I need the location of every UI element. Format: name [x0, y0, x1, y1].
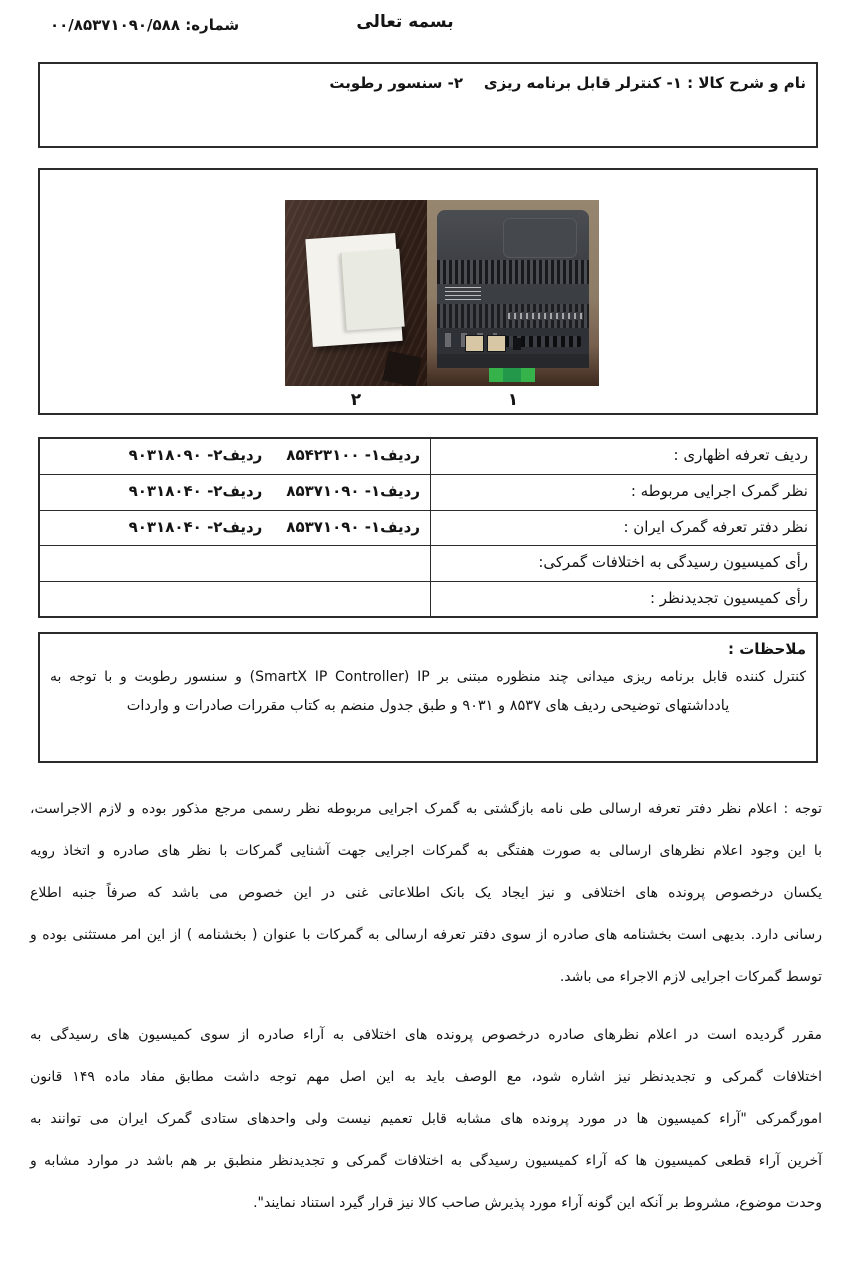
- value-item-2: ردیف۲- ۹۰۳۱۸۰۹۰: [128, 446, 263, 464]
- text-line: توجه : اعلام نظر دفتر تعرفه ارسالی طی نامه بازگشتی به گمرک اجرایی مربوطه نظر رسمی مرجع مذکور بوده و لازم الاجراست،: [30, 801, 822, 817]
- controller-device: [437, 210, 589, 368]
- table-row-executive-customs: [40, 474, 816, 509]
- table-row-declared-tariff: [40, 439, 816, 474]
- table-row-tariff-office: [40, 510, 816, 545]
- document-number: شماره: ۰۰/۸۵۳۷۱۰۹۰/۵۸۸: [50, 16, 240, 34]
- controller-base: [437, 354, 589, 368]
- table-row-dispute-commission: [40, 545, 816, 580]
- table-row-appeal-commission: [40, 581, 816, 616]
- value-item-2: ردیف۲- ۹۰۳۱۸۰۴۰: [128, 517, 263, 536]
- vent-slats-top: [437, 260, 589, 284]
- notes-title: ملاحظات :: [727, 640, 806, 658]
- ethernet-port-2: [487, 335, 506, 352]
- value-item-2: ردیف۲- ۹۰۳۱۸۰۴۰: [128, 482, 263, 501]
- product-images-box: [38, 168, 818, 415]
- row-value: [40, 582, 430, 616]
- tariff-table: [38, 437, 818, 618]
- commission-paragraph: [30, 1014, 822, 1224]
- notice-paragraph: [30, 788, 822, 998]
- row-label: نظر گمرک اجرایی مربوطه :: [430, 475, 816, 509]
- notes-line: کنترل کننده قابل برنامه ریزی میدانی چند منظوره مبتنی بر ⁦(SmartX IP Controller) IP⁩ و سنسور رطوبت و با توجه به: [50, 669, 806, 685]
- sensor-front-cover: [340, 249, 404, 331]
- figure-label-1: ۱: [507, 390, 519, 410]
- row-label: رأی کمیسیون رسیدگی به اختلافات گمرکی:: [430, 546, 816, 580]
- vent-grille: [507, 312, 583, 320]
- text-line: مقرر گردیده است در اعلام نظرهای صادره درخصوص پرونده های اختلافی به آراء صادره از سوی کمیسیون های رسیدگی به: [30, 1027, 822, 1043]
- goods-description-box: [38, 62, 818, 148]
- row-label: رأی کمیسیون تجدیدنظر :: [430, 582, 816, 616]
- goods-description-text: نام و شرح کالا : ۱- کنترلر قابل برنامه ریزی ۲- سنسور رطوبت: [329, 74, 806, 92]
- sensor-back-plate: [305, 233, 402, 347]
- text-line: وحدت موضوع، مشروط بر آنکه این گونه آراء مورد پذیرش صاحب کالا نیز قرار گیرد استناد نمایند".: [253, 1195, 822, 1211]
- row-label: نظر دفتر تعرفه گمرک ایران :: [430, 511, 816, 545]
- humidity-sensor-photo: [285, 200, 427, 386]
- text-line: یکسان درخصوص پرونده های اختلافی و نیز ایجاد یک بانک اطلاعاتی غنی در این خصوص می باشد که صرفاً جنبه اطلاع: [30, 885, 822, 901]
- notes-line: یادداشتهای توضیحی ردیف های ۸۵۳۷ و ۹۰۳۱ و طبق جدول منضم به کتاب مقررات صادرات و واردات: [126, 698, 730, 714]
- text-line: با این وجود اعلام نظرهای ارسالی به صورت هفتگی به گمرکات اجرایی جهت آشنایی گمرکات با نظر های صادره و اتخاذ رویه: [30, 843, 822, 859]
- text-line: اختلافات گمرکی و تجدیدنظر نیز اشاره شود، مع الوصف باید به این اصل مهم توجه داشت مطابق مفاد ماده ۱۴۹ قانون: [30, 1069, 822, 1085]
- row-value: [40, 546, 430, 580]
- text-line: رسانی دارد. بدیهی است بخشنامه های صادره از سوی دفتر تعرفه ارسالی به گمرکات با عنوان ( بخشنامه ) از این امر مستثنی بوده و: [30, 927, 822, 943]
- row-value: [40, 511, 430, 545]
- besmele-title: بسمه تعالی: [356, 12, 454, 32]
- background-object: [382, 351, 421, 386]
- vent-slats-middle: [437, 304, 589, 328]
- row-value: [40, 475, 430, 509]
- row-value: [40, 439, 430, 474]
- value-item-1: ردیف۱- ۸۵۳۷۱۰۹۰: [286, 517, 420, 536]
- value-item-1: ردیف۱- ۸۵۳۷۱۰۹۰: [286, 482, 420, 501]
- text-line: توسط گمرکات اجرایی لازم الاجراء می باشد.: [559, 969, 822, 985]
- controller-lid-panel: [503, 218, 577, 258]
- ethernet-port-1: [465, 335, 484, 352]
- usb-port: [513, 338, 521, 350]
- figure-label-2: ۲: [350, 390, 362, 410]
- value-item-1: ردیف۱- ۸۵۴۲۳۱۰۰: [286, 446, 420, 464]
- controller-photo: [427, 200, 599, 386]
- controller-label-text: [445, 287, 481, 301]
- row-label: ردیف تعرفه اظهاری :: [430, 439, 816, 474]
- text-line: امورگمرکی "آراء کمیسیون ها در مورد پرونده های مشابه قابل تعمیم نیست ولی واحدهای ستادی گمرک ایران می توانند به: [30, 1111, 822, 1127]
- controller-label-band: [437, 284, 589, 304]
- notes-box: [38, 632, 818, 763]
- text-line: آخرین آراء قطعی کمیسیون ها که آراء کمیسیون رسیدگی به اختلافات گمرکی و تجدیدنظر منطبق بر هم باشد در موارد مشابه و: [30, 1153, 822, 1169]
- controller-lid: [437, 210, 589, 260]
